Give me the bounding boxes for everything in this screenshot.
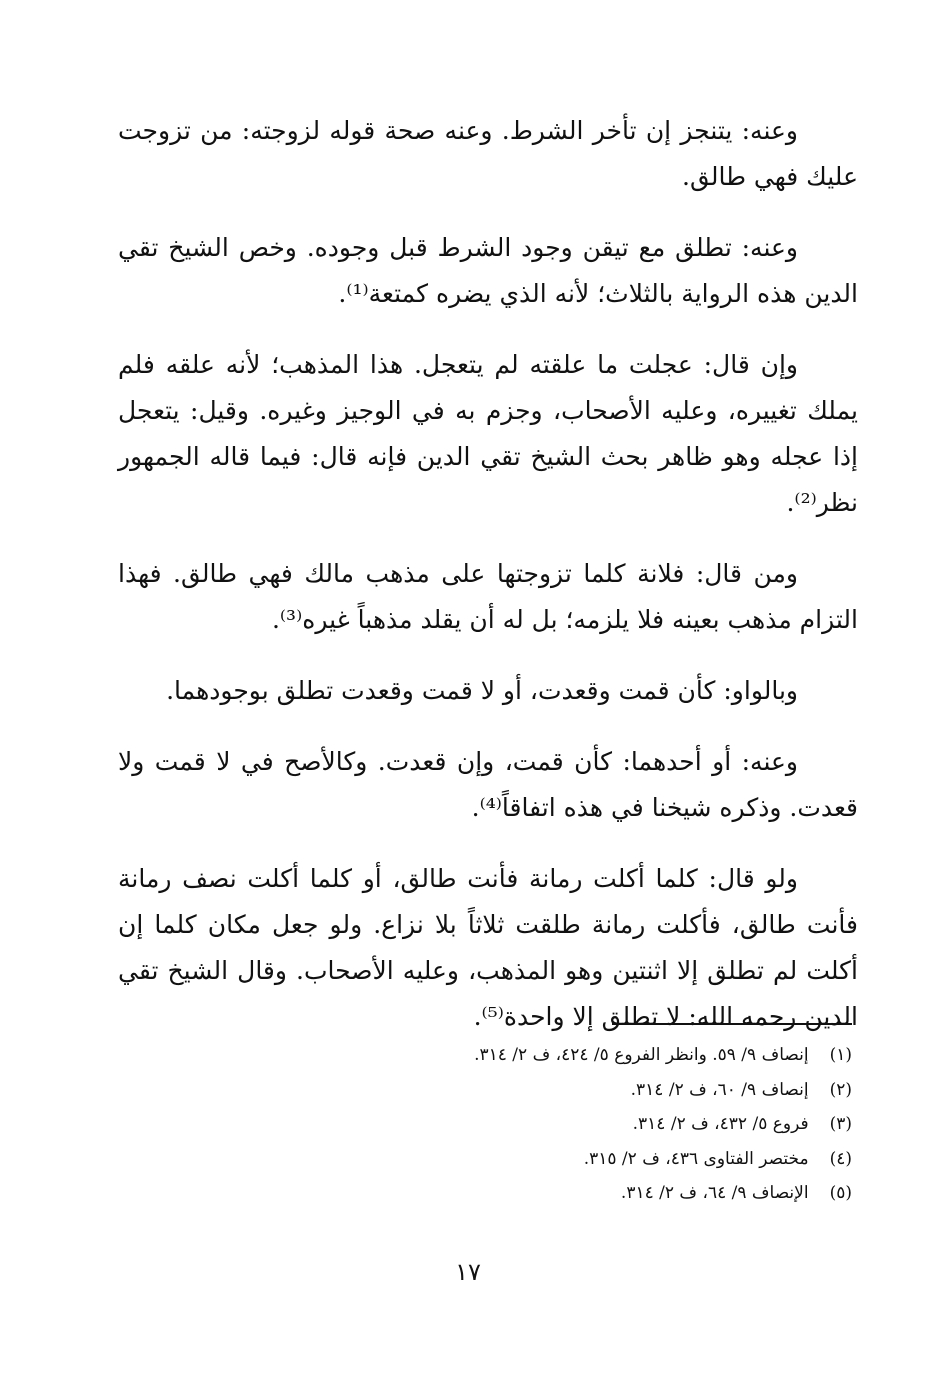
footnote-text: إنصاف ٩/ ٦٠، ف ٢/ ٣١٤.	[630, 1079, 809, 1100]
footnote-number: (٤)	[829, 1148, 852, 1169]
footnote-text: إنصاف ٩/ ٥٩. وانظر الفروع ٥/ ٤٢٤، ف ٢/ ٣١٤.	[474, 1045, 809, 1065]
paragraph: ومن قال: فلانة كلما تزوجتها على مذهب مالك فهي طالق. فهذا التزام مذهب بعينه فلا يلزمه؛ بل له أن يقلد مذهباً غيره⁽³⁾.	[118, 559, 858, 634]
footnote	[300, 1142, 852, 1177]
paragraph: وبالواو: كأن قمت وقعدت، أو لا قمت وقعدت تطلق بوجودهما.	[166, 676, 798, 705]
footnote-number: (٣)	[829, 1114, 852, 1134]
footnote-number: (١)	[829, 1045, 852, 1065]
page-number: ١٧	[455, 1258, 481, 1286]
footnote	[300, 1038, 852, 1073]
footnote-divider	[612, 1023, 852, 1025]
footnote-text: مختصر الفتاوى ٤٣٦، ف ٢/ ٣١٥.	[583, 1148, 809, 1169]
footnote-text: فروع ٥/ ٤٣٢، ف ٢/ ٣١٤.	[632, 1114, 809, 1134]
footnote	[300, 1107, 852, 1142]
paragraph: وعنه: تطلق مع تيقن وجود الشرط قبل وجوده. وخص الشيخ تقي الدين هذه الرواية بالثلاث؛ لأنه الذي يضره كمتعة⁽¹⁾.	[118, 233, 858, 308]
footnote	[300, 1176, 852, 1211]
paragraph: وعنه: أو أحدهما: كأن قمت، وإن قعدت. وكالأصح في لا قمت ولا قعدت. وذكره شيخنا في هذه اتفاقاً⁽⁴⁾.	[118, 747, 858, 822]
main-text	[118, 108, 858, 1065]
footnote-text: الإنصاف ٩/ ٦٤، ف ٢/ ٣١٤.	[620, 1183, 809, 1203]
footnote-number: (٥)	[829, 1183, 852, 1203]
footnote	[300, 1073, 852, 1108]
paragraph: وإن قال: عجلت ما علقته لم يتعجل. هذا المذهب؛ لأنه علقه فلم يملك تغييره، وعليه الأصحاب، وجزم به في الوجيز وغيره. وقيل: يتعجل إذا عجله وهو ظاهر بحث الشيخ تقي الدين فإنه قال: فيما قاله الجمهور نظر⁽²⁾.	[118, 350, 858, 517]
footnotes-list	[300, 1038, 852, 1211]
footnote-number: (٢)	[829, 1079, 852, 1100]
paragraph: ولو قال: كلما أكلت رمانة فأنت طالق، أو كلما أكلت نصف رمانة فأنت طالق، فأكلت رمانة طلقت ثلاثاً بلا نزاع. ولو جعل مكان كلما إن أكلت لم تطلق إلا اثنتين وهو المذهب، وعليه الأصحاب. وقال الشيخ تقي الدين رحمه الله: لا تطلق إلا واحدة⁽⁵⁾.	[118, 864, 858, 1031]
paragraph: وعنه: يتنجز إن تأخر الشرط. وعنه صحة قوله لزوجته: من تزوجت عليك فهي طالق.	[118, 116, 858, 191]
